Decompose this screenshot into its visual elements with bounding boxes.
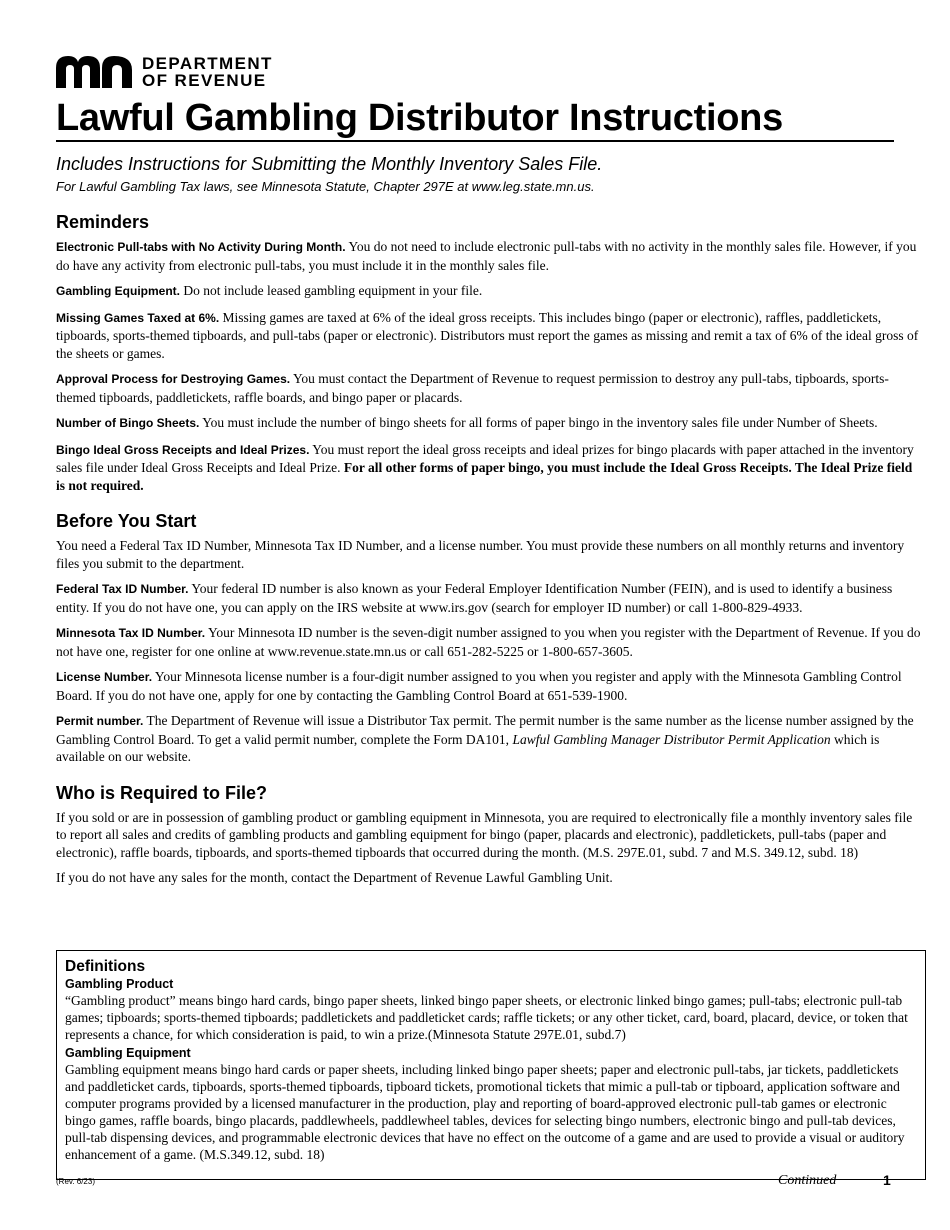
reminder-electronic-pulltabs: Electronic Pull-tabs with No Activity During Month. You do not need to include electronic pull-tabs with no activity in the monthly sales file. However, if you do have any activity from electronic pull-tabs, you must include it in the monthly sales file. xyxy=(56,239,917,273)
logo-line-department: DEPARTMENT xyxy=(142,54,273,73)
gambling-equipment-text: Gambling equipment means bingo hard cards or paper sheets, including linked bingo paper sheets; paper and electronic pull-tabs, jar tickets, paddletickets and paddleticket cards, tipboards, sports-themed tipboards, tipboard tickets, promotional tickets that mimic a pull-tab or tipboard, application software and computer programs provided by a licensed manufacturer in the production, play and reporting of board-approved electronic pull-tab games or electronic bingo games, raffle boards, bingo placards, paddlewheels, paddlewheel tables, devices for selecting bingo numbers, electronic bingo and pull-tab devices, pull-tab dispensing devices, and programmable electronic devices that have no effect on the outcome of a game and are used to provide a visual or auditory enhancement of a game. (M.S.349.12, subd. 18) xyxy=(65,1062,905,1162)
who-files-paragraph: If you sold or are in possession of gambling product or gambling equipment in Minnesota, you are required to electronically file a monthly inventory sales file to report all sales and credits of gambling products and gambling equipment for bingo (paper, placards and electronic), paddletickets, pull-tabs (paper and electronic), raffle boards, tipboards, and sports-themed tipboards that occurred during the month. (M.S. 297E.01, subd. 7 and M.S. 349.12, subd. 18) xyxy=(56,809,913,860)
before-you-start-intro: You need a Federal Tax ID Number, Minnesota Tax ID Number, and a license number. You must provide these numbers on all monthly returns and inventory files you submit to the department. xyxy=(56,538,905,571)
page-subtitle: Includes Instructions for Submitting the Monthly Inventory Sales File. xyxy=(56,154,603,174)
definitions-heading: Definitions xyxy=(65,958,146,975)
before-you-start-heading: Before You Start xyxy=(56,511,197,531)
gambling-product-heading: Gambling Product xyxy=(65,977,174,991)
title-underline xyxy=(56,140,894,142)
federal-tax-id-item: Federal Tax ID Number. Your federal ID number is also known as your Federal Employer Identification Number (FEIN), and is used to identify a business entity. If you do not have one, you can apply on the IRS website at www.irs.gov (search for employer ID number) or call 1-800-829-4933. xyxy=(56,581,893,615)
definitions-box xyxy=(56,950,926,1180)
logo-line-revenue: OF REVENUE xyxy=(142,71,267,90)
permit-number-item: Permit number. The Department of Revenue will issue a Distributor Tax permit. The permit number is the same number as the license number assigned by the Gambling Control Board. To get a valid permit number, complete the Form DA101, Lawful Gambling Manager Distributor Permit Application which is available on our website. xyxy=(56,713,914,764)
page-content xyxy=(56,52,924,895)
revision-label: (Rev. 6/23) xyxy=(56,1177,95,1186)
page-title: Lawful Gambling Distributor Instructions xyxy=(56,97,783,139)
license-number-item: License Number. Your Minnesota license number is a four-digit number assigned to you when you register and apply with the Minnesota Gambling Control Board. If you do not have one, apply for one by contacting the Gambling Control Board at 651-539-1900. xyxy=(56,669,902,703)
reminder-missing-games: Missing Games Taxed at 6%. Missing games are taxed at 6% of the ideal gross receipts. This includes bingo (paper or electronic), raffles, paddletickets, tipboards, sports-themed tipboards, and pull-tabs (paper or electronic). Distributors must report the games as missing and remit a tax of 6% of the ideal gross of the sheets or games. xyxy=(56,309,919,361)
who-files-heading: Who is Required to File? xyxy=(56,782,267,803)
minnesota-tax-id-item: Minnesota Tax ID Number. Your Minnesota ID number is the seven-digit number assigned to you when you register with the Department of Revenue. If you do not have one, register for one online at www.revenue.state.mn.us or call 651-282-5225 or 1-800-657-3605. xyxy=(56,625,921,659)
statute-note: For Lawful Gambling Tax laws, see Minnesota Statute, Chapter 297E at www.leg.state.mn.us. xyxy=(56,179,595,194)
gambling-product-text: “Gambling product” means bingo hard cards, bingo paper sheets, linked bingo paper sheets, or electronic linked bingo games; pull-tabs; electronic pull-tab games; tipboards; sports-themed tipboards; paddletickets and paddleticket cards; raffle tickets; or any other ticket, card, board, placard, device, or token that represents a chance, for which consideration is paid, to win a prize.(Minnesota Statute 297E.01, subd.7) xyxy=(65,993,908,1042)
gambling-equipment-heading: Gambling Equipment xyxy=(65,1046,191,1060)
reminder-bingo-ideal-gross: Bingo Ideal Gross Receipts and Ideal Prizes. You must report the ideal gross receipts and ideal prizes for bingo placards with paper attached in the inventory sales file under Ideal Gross Receipts and Ideal Prize. For all other forms of paper bingo, you must include the Ideal Gross Receipts. The Ideal Prize field is not required. xyxy=(56,441,914,493)
continued-label: Continued xyxy=(778,1173,837,1188)
mn-logo-icon xyxy=(56,56,132,88)
reminders-heading: Reminders xyxy=(56,212,150,232)
reminder-gambling-equipment: Gambling Equipment. Do not include leased gambling equipment in your file. xyxy=(56,283,483,298)
reminder-destroying-games: Approval Process for Destroying Games. You must contact the Department of Revenue to request permission to destroy any pull-tabs, tipboards, sports-themed tipboards, paddletickets, raffle boards, and bingo paper or placards. xyxy=(56,371,889,405)
no-sales-paragraph: If you do not have any sales for the month, contact the Department of Revenue Lawful Gambling Unit. xyxy=(56,870,613,885)
page-number: 1 xyxy=(883,1172,891,1188)
reminder-bingo-sheets: Number of Bingo Sheets. You must include the number of bingo sheets for all forms of paper bingo in the inventory sales file under Number of Sheets. xyxy=(56,415,878,430)
department-logo xyxy=(56,52,924,92)
